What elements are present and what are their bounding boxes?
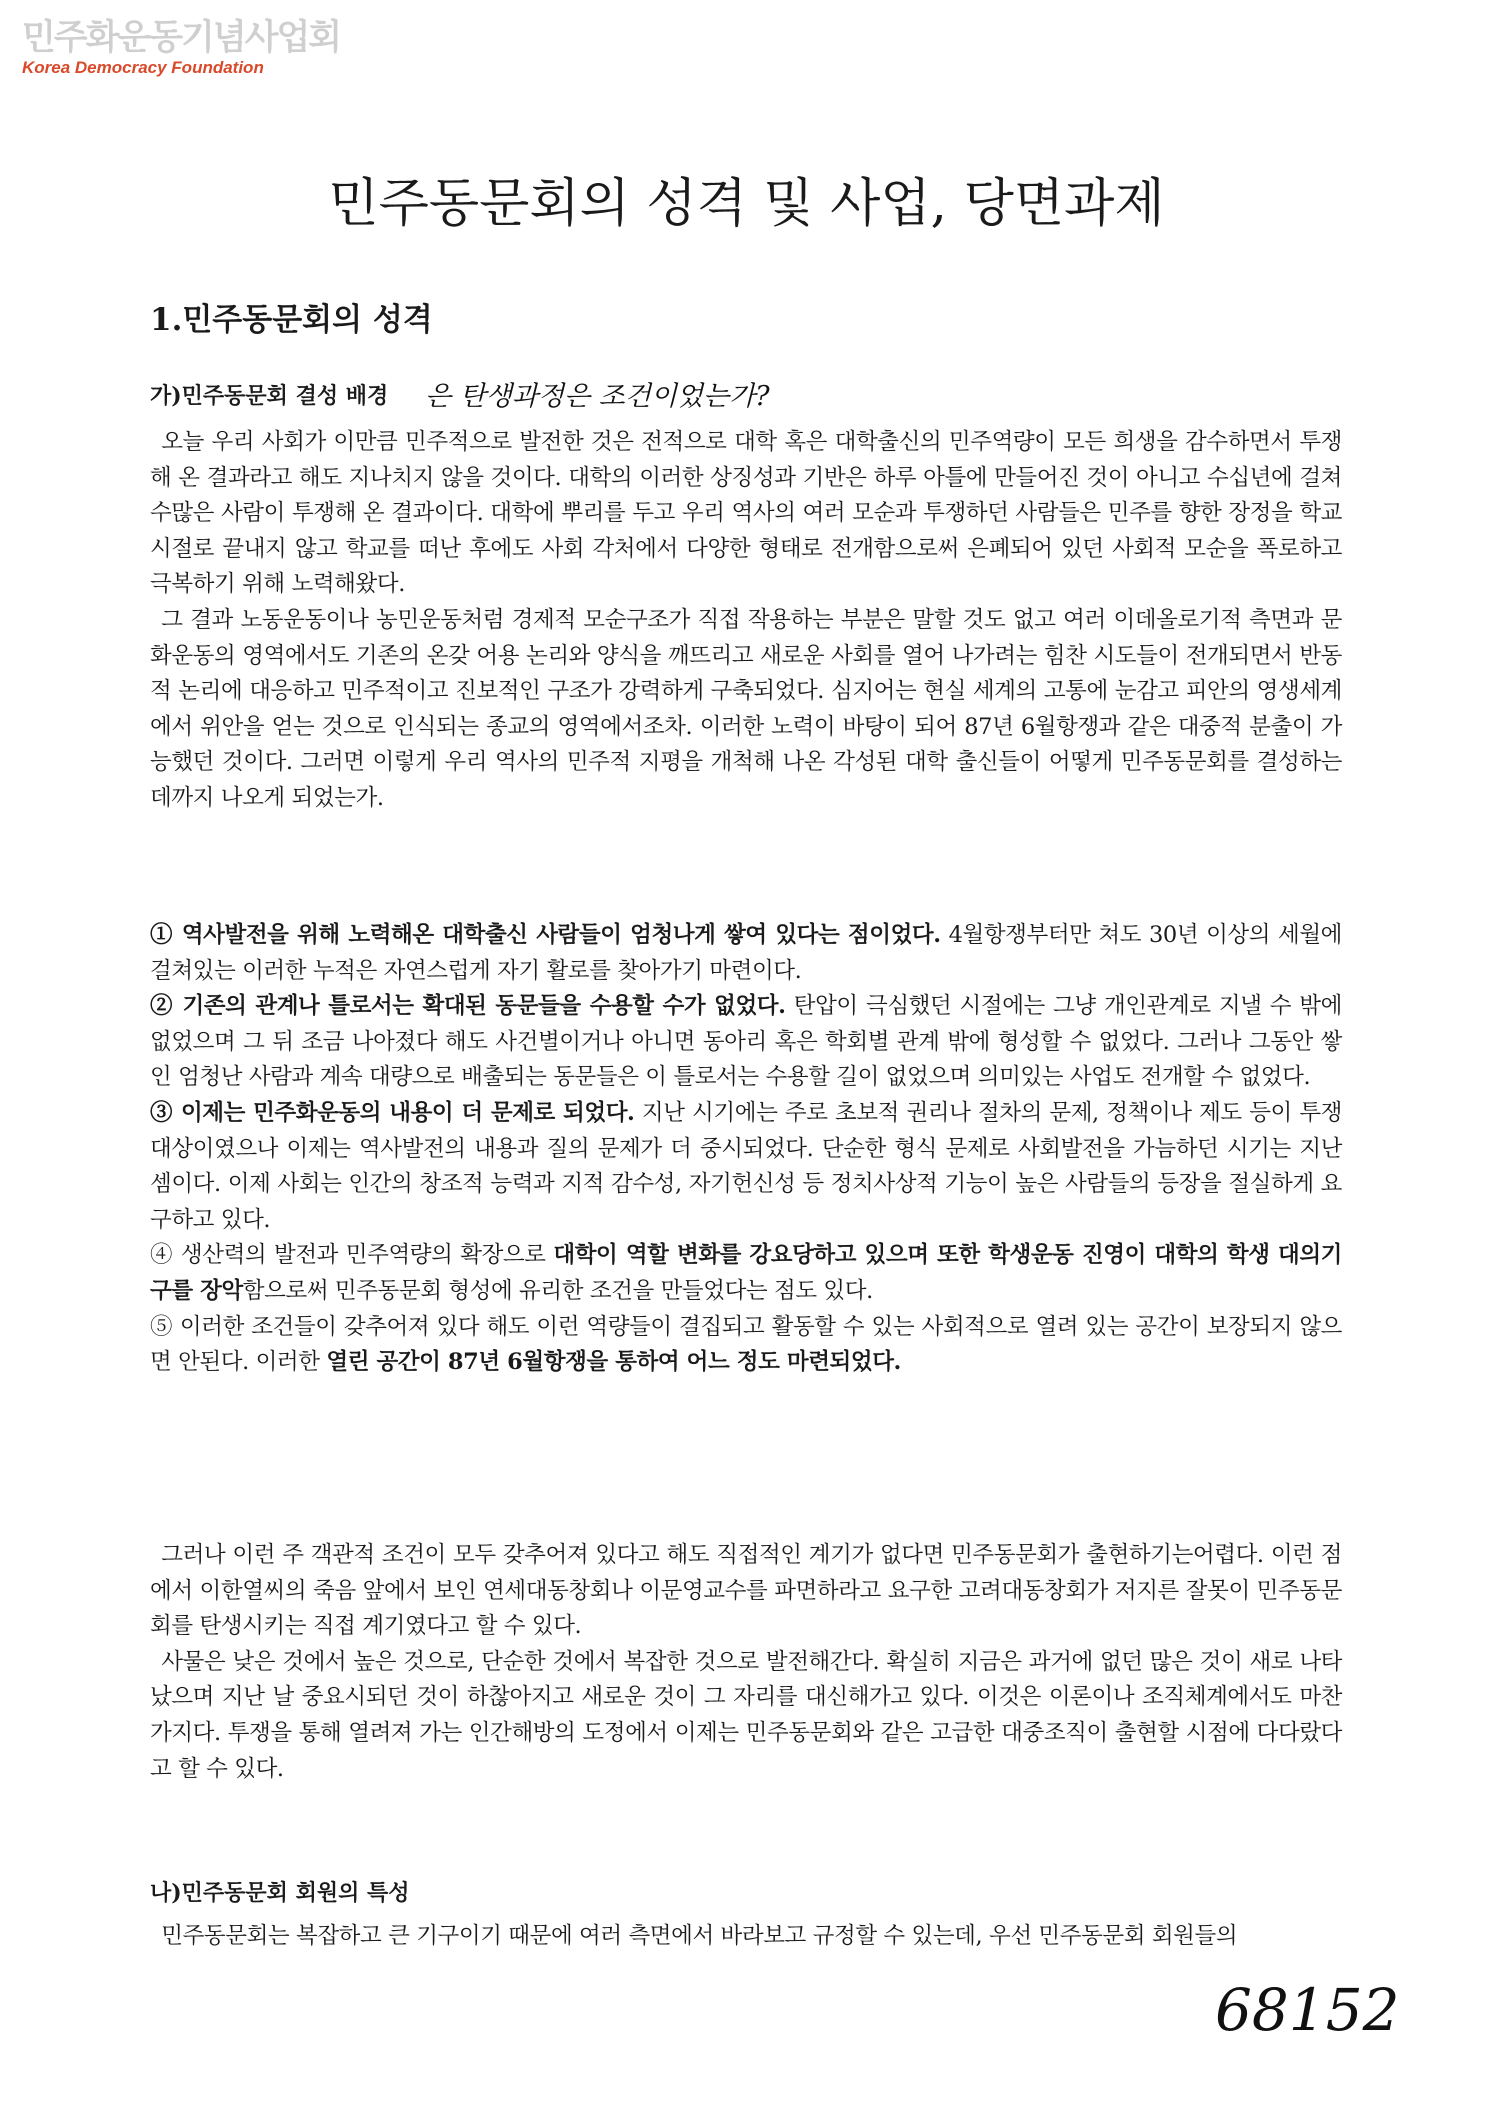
list-item-emphasis: ② 기존의 관계나 틀로서는 확대된 동문들을 수용할 수가 없었다. xyxy=(150,993,786,1020)
section-heading: 1.민주동문회의 성격 xyxy=(150,302,433,338)
page-title: 민주동문회의 성격 및 사업, 당면과제 xyxy=(328,174,1165,234)
list-item xyxy=(150,1238,1342,1309)
list-item-text: ⑤ 이러한 조건들이 갖추어져 있다 해도 이런 역량들이 결집되고 활동할 수 있는 사회적으로 열려 있는 공간이 보장되지 않으면 안된다. 이러한 xyxy=(150,1313,1342,1376)
list-item-text: 함으로써 민주동문회 형성에 유리한 조건을 만들었다는 점도 있다. xyxy=(242,1277,873,1304)
paragraph: 오늘 우리 사회가 이만큼 민주적으로 발전한 것은 전적으로 대학 혹은 대학출신의 민주역량이 모든 희생을 감수하면서 투쟁해 온 결과라고 해도 지나치지 않을 것이다. 대학의 이러한 상징성과 기반은 하루 아틀에 만들어진 것이 아니고 수십년에 걸쳐 수많은 사람이 투쟁해 온 결과이다. 대학에 뿌리를 두고 우리 역사의 여러 모순과 투쟁하던 사람들은 민주를 향한 장정을 학교시절로 끝내지 않고 학교를 떠난 후에도 사회 각처에서 다양한 형태로 전개함으로써 은폐되어 있던 사회적 모순을 폭로하고 극복하기 위해 노력해왔다. xyxy=(150,429,1342,598)
watermark-korean: 민주화운동기념사업회 xyxy=(22,18,341,58)
paragraph: 그 결과 노동운동이나 농민운동처럼 경제적 모순구조가 직접 작용하는 부분은 말할 것도 없고 여러 이데올로기적 측면과 문화운동의 영역에서도 기존의 온갖 어용 논리와 양식을 깨뜨리고 새로운 사회를 열어 나가려는 힘찬 시도들이 전개되면서 반동적 논리에 대응하고 민주적이고 진보적인 구조가 강력하게 구축되었다. 심지어는 현실 세계의 고통에 눈감고 피안의 영생세계에서 위안을 얻는 것으로 인식되는 종교의 영역에서조차. 이러한 노력이 바탕이 되어 87년 6월항쟁과 같은 대중적 분출이 가능했던 것이다. 그러면 이렇게 우리 역사의 민주적 지평을 개척해 나온 각성된 대학 출신들이 어떻게 민주동문회를 결성하는 데까지 나오게 되었는가. xyxy=(150,606,1342,811)
list-item-text: 탄압이 극심했던 시절에는 그냥 개인관계로 지낼 수 밖에 없었으며 그 뒤 조금 나아졌다 해도 사건별이거나 아니면 동아리 혹은 학회별 관계 밖에 형성할 수 없었다. 그러나 그동안 쌓인 엄청난 사람과 계속 대량으로 배출되는 동문들은 이 틀로서는 수용할 길이 없었으며 의미있는 사업도 전개할 수 없었다. xyxy=(150,993,1342,1091)
list-item-emphasis: 대학이 역할 변화를 강요당하고 있으며 또한 학생운동 진영이 대학의 학생 대의기구를 장악 xyxy=(150,1242,1342,1304)
paragraph: 민주동문회는 복잡하고 큰 기구이기 때문에 여러 측면에서 바라보고 규정할 수 있는데, 우선 민주동문회 회원들의 xyxy=(161,1923,1238,1949)
handwritten-page-number: 68152 xyxy=(1215,1976,1400,2044)
list-item-emphasis: ① 역사발전을 위해 노력해온 대학출신 사람들이 엄청나게 쌓여 있다는 점이었다. xyxy=(150,922,941,948)
list-item-text: 4월항쟁부터만 쳐도 30년 이상의 세월에 걸쳐있는 이러한 누적은 자연스럽게 자기 활로를 찾아가기 마련이다. xyxy=(150,922,1342,984)
handwritten-note: 은 탄생과정은 조건이었는가? xyxy=(425,381,770,412)
list-item xyxy=(150,918,1342,989)
list-item xyxy=(150,989,1342,1096)
body-block-3 xyxy=(150,1538,1342,1787)
paragraph: 사물은 낮은 것에서 높은 것으로, 단순한 것에서 복잡한 것으로 발전해간다. 확실히 지금은 과거에 없던 많은 것이 새로 나타났으며 지난 날 중요시되던 것이 하찮아지고 새로운 것이 그 자리를 대신해가고 있다. 이것은 이론이나 조직체계에서도 마찬가지다. 투쟁을 통해 열려져 가는 인간해방의 도정에서 이제는 민주동문회와 같은 고급한 대중조직이 출현할 시점에 다다랐다고 할 수 있다. xyxy=(150,1648,1342,1782)
paragraph: 그러나 이런 주 객관적 조건이 모두 갖추어져 있다고 해도 직접적인 계기가 없다면 민주동문회가 출현하기는어렵다. 이런 점에서 이한열씨의 죽음 앞에서 보인 연세대동창회나 이문영교수를 파면하라고 요구한 고려대동창회가 저지른 잘못이 민주동문회를 탄생시키는 직접 계기였다고 할 수 있다. xyxy=(150,1542,1342,1640)
list-item-text: 지난 시기에는 주로 초보적 권리나 절차의 문제, 정책이나 제도 등이 투쟁 대상이였으나 이제는 역사발전의 내용과 질의 문제가 더 중시되었다. 단순한 형식 문제로 사회발전을 가늠하던 시기는 지난 셈이다. 이제 사회는 인간의 창조적 능력과 지적 감수성, 자기헌신성 등 정치사상적 기능이 높은 사람들의 등장을 절실하게 요구하고 있다. xyxy=(150,1099,1343,1233)
subsection-heading-b: 나)민주동문회 회원의 특성 xyxy=(150,1880,410,1906)
watermark xyxy=(22,18,340,78)
list-item-text: ④ 생산력의 발전과 민주역량의 확장으로 xyxy=(150,1242,554,1269)
body-block-4 xyxy=(150,1919,1342,1955)
list-item xyxy=(150,1096,1342,1238)
body-block-2 xyxy=(150,918,1342,1381)
watermark-english: Korea Democracy Foundation xyxy=(22,58,264,77)
subsection-heading-a: 가)민주동문회 결성 배경 xyxy=(150,383,389,409)
list-item-emphasis: ③ 이제는 민주화운동의 내용이 더 문제로 되었다. xyxy=(150,1099,635,1126)
body-block-1 xyxy=(150,425,1342,817)
list-item xyxy=(150,1310,1342,1381)
list-item-emphasis: 열린 공간이 87년 6월항쟁을 통하여 어느 정도 마련되었다. xyxy=(326,1349,901,1376)
